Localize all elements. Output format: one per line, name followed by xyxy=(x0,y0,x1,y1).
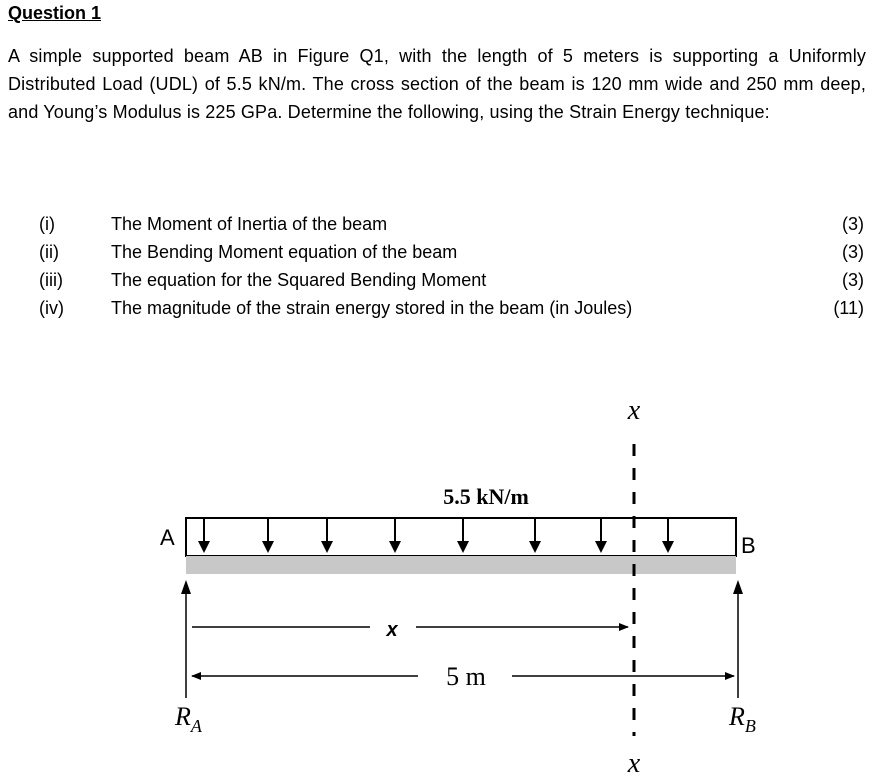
support-label-b: B xyxy=(741,533,756,558)
item-number: (ii) xyxy=(39,242,59,262)
beam xyxy=(186,556,736,574)
item-marks: (11) xyxy=(833,298,864,318)
item-number: (iv) xyxy=(39,298,64,318)
item-number: (iii) xyxy=(39,270,63,290)
item-text: The equation for the Squared Bending Moment xyxy=(111,270,487,290)
item-marks: (3) xyxy=(842,270,864,290)
question-heading: Question 1 xyxy=(8,3,102,23)
section-label-bottom: x xyxy=(627,748,641,776)
item-marks: (3) xyxy=(842,214,864,234)
item-text: The Moment of Inertia of the beam xyxy=(111,214,388,234)
span-label: 5 m xyxy=(446,662,486,691)
question-paragraph: A simple supported beam AB in Figure Q1, with the length of 5 meters is supporting a Uniformly Distributed Load (UDL) of 5.5 kN/m. The cross section of the beam is 120 mm wide and 250 mm deep, and Young’s Modulus is 225 GPa. Determine the following, using the Strain Energy technique: xyxy=(8,46,866,122)
x-dimension-label: x xyxy=(386,619,398,641)
udl-label: 5.5 kN/m xyxy=(443,484,529,509)
reaction-label-b: $R_B$ xyxy=(729,702,756,736)
item-marks: (3) xyxy=(842,242,864,262)
reaction-label-a: $R_A$ xyxy=(175,702,202,736)
item-text: The magnitude of the strain energy stored in the beam (in Joules) xyxy=(111,298,633,318)
item-number: (i) xyxy=(39,214,55,234)
support-label-a: A xyxy=(160,525,175,550)
reaction-arrow-b xyxy=(733,580,743,698)
item-text: The Bending Moment equation of the beam xyxy=(111,242,458,262)
reaction-arrow-a xyxy=(181,580,191,698)
section-label-top: x xyxy=(627,395,641,426)
